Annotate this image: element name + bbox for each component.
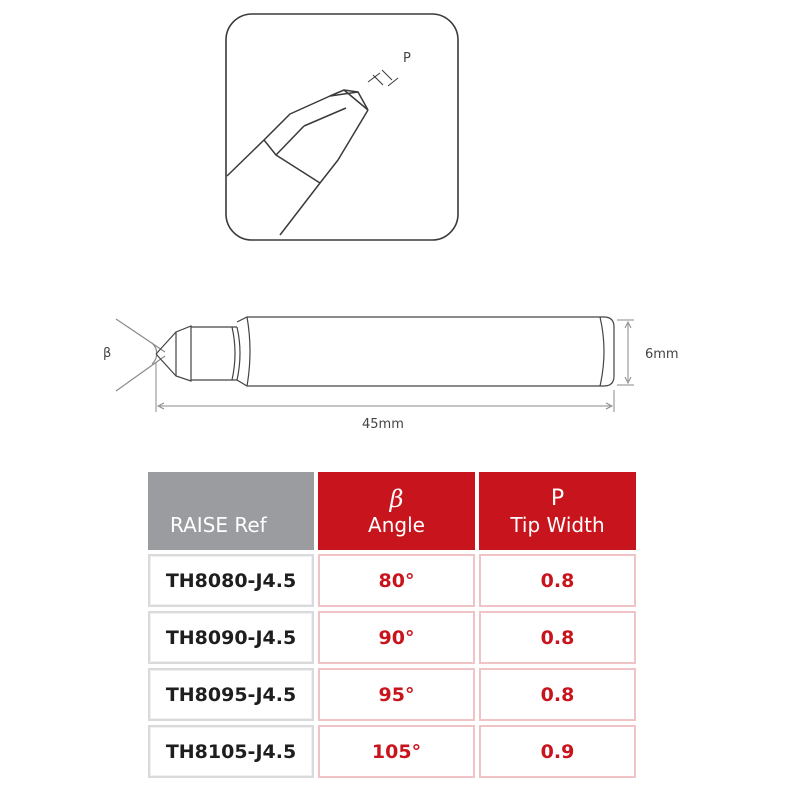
row-4-tip: 0.9 [479, 725, 636, 778]
row-1-ref: TH8080-J4.5 [148, 554, 314, 607]
row-3-tip: 0.8 [479, 668, 636, 721]
specification-table [148, 472, 636, 778]
angle-label: β [103, 346, 112, 361]
header-ref [148, 472, 314, 550]
row-1-angle: 80° [318, 554, 475, 607]
tip-detail-view [226, 14, 458, 240]
tip-width-label: P [403, 51, 411, 66]
row-3-angle: 95° [318, 668, 475, 721]
row-2-angle: 90° [318, 611, 475, 664]
tip-symbol: P [550, 486, 565, 511]
header-tip-label: Tip Width [510, 513, 605, 537]
bit-side-view [116, 317, 614, 391]
row-2-tip: 0.8 [479, 611, 636, 664]
row-2-ref: TH8090-J4.5 [148, 611, 314, 664]
angle-symbol: β [389, 485, 404, 513]
row-3-ref: TH8095-J4.5 [148, 668, 314, 721]
row-1-tip: 0.8 [479, 554, 636, 607]
header-tip-width [479, 472, 636, 550]
length-label: 45mm [362, 417, 404, 432]
diameter-label: 6mm [645, 347, 679, 362]
row-4-ref: TH8105-J4.5 [148, 725, 314, 778]
diameter-dimension [617, 320, 634, 385]
header-ref-label: RAISE Ref [170, 513, 267, 537]
length-dimension [156, 362, 614, 412]
row-4-angle: 105° [318, 725, 475, 778]
header-angle [318, 472, 475, 550]
header-angle-label: Angle [368, 513, 425, 537]
